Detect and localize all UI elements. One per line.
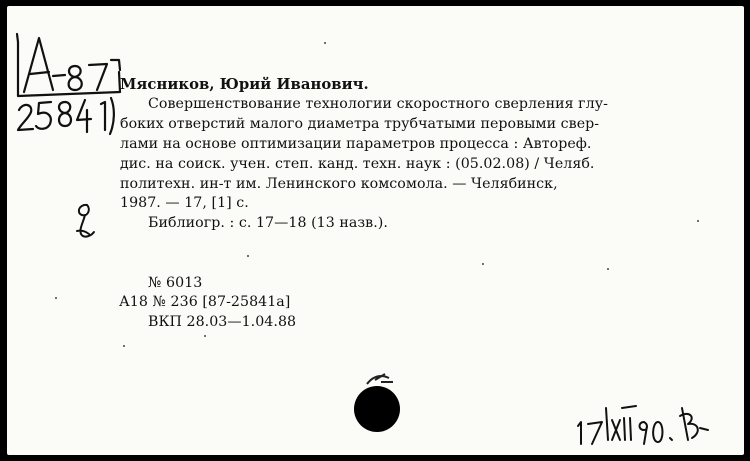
- handwritten-date: [572, 400, 722, 452]
- scan-speck: [55, 297, 57, 299]
- scan-speck: [482, 263, 484, 265]
- description-line: политехн. ин-т им. Ленинского комсомола. — Челябинск,: [120, 176, 558, 192]
- accession-number: № 6013: [148, 275, 203, 291]
- description-line: Совершенствование технологии скоростного сверления глу-: [148, 96, 608, 112]
- scan-speck: [697, 220, 699, 222]
- punch-hole: [354, 386, 400, 432]
- bibliography-note: Библиогр. : с. 17—18 (13 назв.).: [148, 215, 388, 231]
- scan-speck: [324, 42, 326, 44]
- scan-speck: [607, 268, 609, 270]
- catalog-card: [7, 6, 744, 455]
- registry-line: А18 № 236 [87-25841а]: [119, 294, 291, 310]
- scan-speck: [247, 255, 249, 257]
- handwritten-shelfmark: [15, 30, 125, 146]
- classification-line: ВКП 28.03—1.04.88: [148, 314, 297, 330]
- description-line: дис. на соиск. учен. степ. канд. техн. наук : (05.02.08) / Челяб.: [120, 156, 595, 172]
- scan-speck: [204, 335, 206, 337]
- scan-speck: [123, 345, 125, 347]
- hole-tear-mark: [363, 370, 397, 390]
- description-line: 1987. — 17, [1] с.: [120, 195, 249, 211]
- handwritten-mark: [71, 201, 99, 241]
- author-heading: Мясников, Юрий Иванович.: [120, 76, 369, 93]
- description-line: боких отверстий малого диаметра трубчатыми перовыми свер-: [120, 116, 600, 132]
- description-line: лами на основе оптимизации параметров процесса : Автореф.: [120, 136, 592, 152]
